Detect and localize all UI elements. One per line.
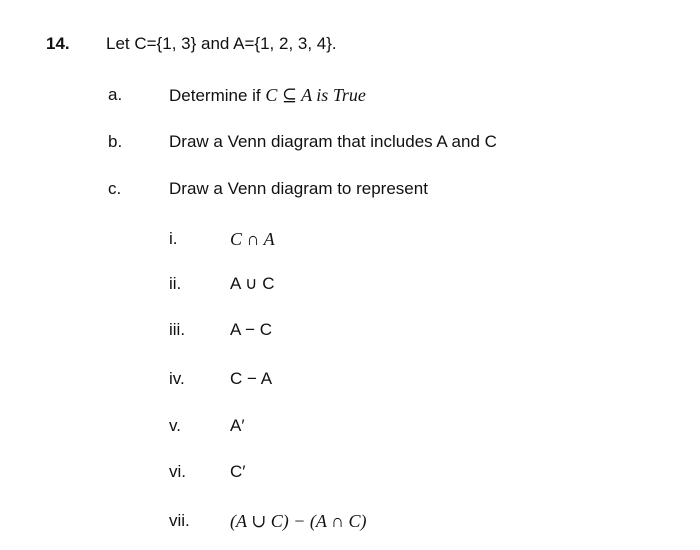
subpart-iii-label: iii. bbox=[169, 320, 186, 339]
subpart-v-label: v. bbox=[169, 416, 181, 435]
subpart-ii-expr: A ∪ C bbox=[230, 274, 275, 293]
part-a-label: a. bbox=[108, 85, 123, 104]
subpart-i-expr: C ∩ A bbox=[230, 229, 275, 249]
subpart-vii-expr: (A ∪ C) − (A ∩ C) bbox=[230, 511, 367, 531]
subpart-iii-expr: A − C bbox=[230, 320, 273, 339]
subpart-vi-expr: C′ bbox=[230, 462, 246, 481]
part-c-text: Draw a Venn diagram to represent bbox=[169, 179, 428, 198]
part-a-text bbox=[169, 84, 366, 107]
subpart-iv-expr: C − A bbox=[230, 369, 273, 388]
subpart-v-expr: A′ bbox=[230, 416, 245, 435]
part-b-text: Draw a Venn diagram that includes A and C bbox=[169, 132, 497, 151]
subpart-ii-label: ii. bbox=[169, 274, 182, 293]
subpart-vii-label: vii. bbox=[169, 511, 190, 530]
subpart-i-label: i. bbox=[169, 229, 178, 248]
question-stem: Let C={1, 3} and A={1, 2, 3, 4}. bbox=[106, 34, 337, 53]
part-c-label: c. bbox=[108, 179, 122, 198]
subpart-vi-label: vi. bbox=[169, 462, 186, 481]
question-number: 14. bbox=[46, 34, 70, 53]
subpart-iv-label: iv. bbox=[169, 369, 185, 388]
part-a-math: C ⊆ A is True bbox=[265, 85, 366, 105]
part-a-prefix: Determine if bbox=[169, 86, 266, 105]
part-b-label: b. bbox=[108, 132, 123, 151]
